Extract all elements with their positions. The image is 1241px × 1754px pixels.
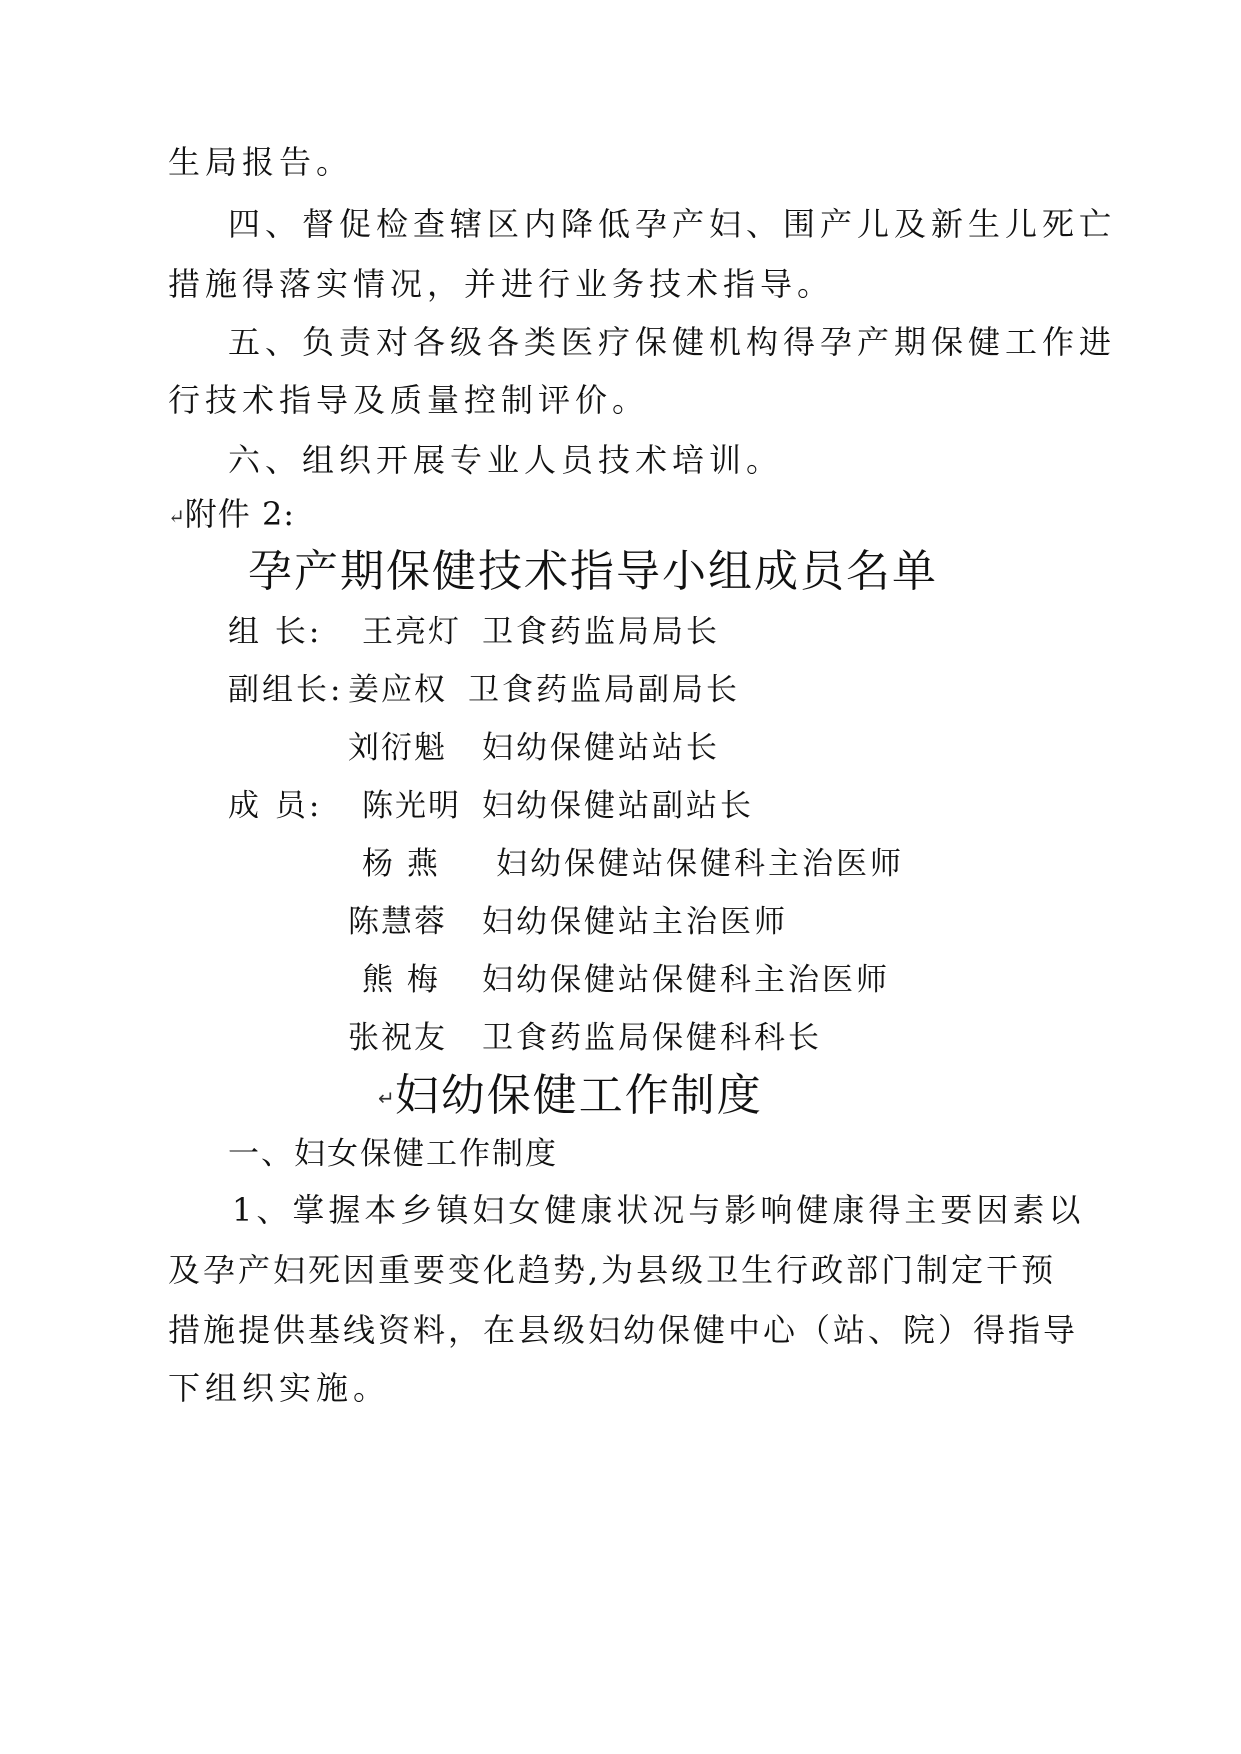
- member-name: 陈慧蓉: [348, 904, 447, 940]
- member-position: 妇幼保健站站长: [482, 730, 720, 766]
- attachment-line: [168, 494, 295, 537]
- intro-line: 措施得落实情况，并进行业务技术指导。: [168, 265, 835, 303]
- intro-line: 行技术指导及质量控制评价。: [168, 381, 650, 419]
- body-line: 1、掌握本乡镇妇女健康状况与影响健康得主要因素以: [232, 1191, 1085, 1229]
- paragraph-mark-icon: ↵: [168, 504, 185, 529]
- paragraph-mark-icon: ↵: [378, 1086, 395, 1110]
- member-position: 妇幼保健站保健科主治医师: [496, 846, 904, 882]
- member-position: 卫食药监局保健科科长: [482, 1020, 822, 1056]
- member-list-title: 孕产期保健技术指导小组成员名单: [248, 546, 938, 597]
- intro-line: 六、组织开展专业人员技术培训。: [228, 441, 784, 479]
- member-position: 妇幼保健站副站长: [482, 788, 754, 824]
- member-name: 熊 梅: [362, 962, 440, 998]
- member-name: 张祝友: [348, 1020, 447, 1056]
- subsection-title: 一、妇女保健工作制度: [228, 1136, 558, 1172]
- member-name: 刘衍魁: [348, 730, 447, 766]
- member-position: 卫食药监局副局长: [468, 672, 740, 708]
- intro-line: 五、负责对各级各类医疗保健机构得孕产期保健工作进: [228, 323, 1117, 361]
- member-role: 成 员:: [228, 788, 323, 824]
- member-position: 妇幼保健站主治医师: [482, 904, 788, 940]
- member-name: 陈光明: [362, 788, 461, 824]
- section-title-text: 妇幼保健工作制度: [394, 1070, 763, 1121]
- body-line: 措施提供基线资料，在县级妇幼保健中心（站、院）得指导: [168, 1311, 1079, 1349]
- body-line: 下组织实施。: [168, 1369, 391, 1407]
- member-position: 卫食药监局局长: [482, 614, 720, 650]
- member-role: 组 长:: [228, 614, 323, 650]
- intro-line: 四、督促检查辖区内降低孕产妇、围产儿及新生儿死亡: [228, 205, 1117, 243]
- attachment-label: 附件 2:: [184, 495, 296, 533]
- section-title: [378, 1070, 763, 1124]
- member-name: 杨 燕: [362, 846, 440, 882]
- body-line: 及孕产妇死因重要变化趋势,为县级卫生行政部门制定干预: [168, 1251, 1057, 1289]
- member-role: 副组长:: [228, 672, 344, 708]
- member-position: 妇幼保健站保健科主治医师: [482, 962, 890, 998]
- member-name: 王亮灯: [362, 614, 461, 650]
- member-name: 姜应权: [348, 672, 447, 708]
- intro-line: 生局报告。: [168, 143, 354, 181]
